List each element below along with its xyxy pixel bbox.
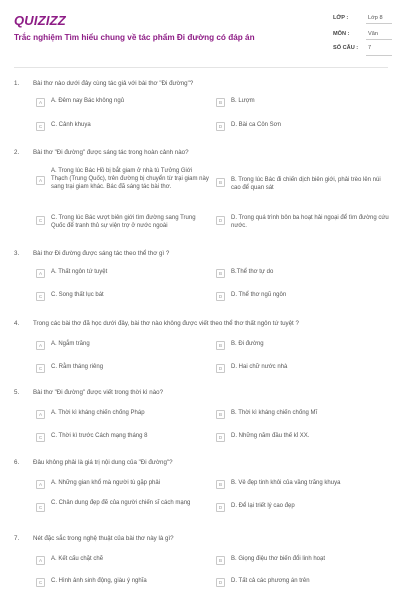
option-letter-badge: C (36, 292, 45, 301)
option-letter-badge: B (216, 556, 225, 565)
option-letter-badge: D (216, 122, 225, 131)
option-text: A. Ngắm trăng (51, 341, 90, 347)
option-text: C. Rằm tháng riêng (51, 364, 104, 370)
option-letter-badge: D (216, 216, 225, 225)
option-text: A. Thất ngôn tứ tuyệt (51, 269, 108, 275)
option-letter-badge: C (36, 364, 45, 373)
option-text: D. Tất cả các phương án trên (231, 578, 310, 584)
question-number: 5. (14, 389, 20, 396)
meta-count-label: SỐ CÂU : (333, 45, 359, 51)
option-letter-badge: B (216, 98, 225, 107)
option-letter-badge: A (36, 98, 45, 107)
option-text: B. Giọng điệu thơ biến đổi linh hoạt (231, 556, 325, 562)
meta-grade-value: Lớp 8 (368, 15, 383, 21)
option-text: B. Đi đường (231, 341, 264, 347)
page-title: Trắc nghiệm Tìm hiểu chung về tác phẩm Đi đường có đáp án (14, 33, 255, 42)
option-text: D. Thể thơ ngũ ngôn (231, 292, 287, 298)
option-text: A. Thời kì kháng chiến chống Pháp (51, 410, 145, 416)
option-text: B. Thời kì kháng chiến chống Mĩ (231, 410, 318, 416)
option-letter-badge: C (36, 503, 45, 512)
meta-grade-label: LỚP : (333, 15, 349, 21)
option-text: C. Chân dung đẹp đẽ của người chiến sĩ cách mạng (51, 500, 191, 506)
option-letter-badge: C (36, 216, 45, 225)
question-number: 1. (14, 80, 20, 87)
option-letter-badge: C (36, 433, 45, 442)
option-letter-badge: A (36, 341, 45, 350)
question-text: Đâu không phải là giá trị nội dung của "Đi đường"? (33, 459, 173, 466)
divider (366, 39, 392, 40)
option-text: A. Kết cấu chặt chẽ (51, 556, 104, 562)
question-text: Bài thơ nào dưới đây cùng tác giả với bài thơ "Đi đường"? (33, 80, 194, 87)
option-text: B. Trong lúc Bác đi chiến dịch biên giới, phải trèo lên núi cao để quan sát (231, 177, 381, 191)
option-text: A. Đêm nay Bác không ngủ (51, 98, 125, 104)
meta-subject-value: Văn (368, 31, 378, 37)
option-text: C. Cảnh khuya (51, 122, 91, 128)
option-letter-badge: B (216, 341, 225, 350)
option-text: C. Song thất lục bát (51, 292, 104, 298)
question-text: Bài thơ "Đi đường" được viết trong thời kì nào? (33, 389, 164, 396)
option-text: B. Lượm (231, 98, 255, 104)
header-divider (14, 67, 388, 68)
option-letter-badge: C (36, 122, 45, 131)
option-letter-badge: A (36, 410, 45, 419)
divider (366, 55, 392, 56)
question-number: 2. (14, 149, 20, 156)
option-letter-badge: A (36, 480, 45, 489)
question-number: 7. (14, 535, 20, 542)
quizizz-logo[interactable]: QUIZIZZ (14, 13, 66, 28)
question-text: Trong các bài thơ đã học dưới đây, bài thơ nào không được viết theo thể thơ thất ngôn tứ tuyệt ? (33, 320, 299, 327)
option-letter-badge: B (216, 480, 225, 489)
option-letter-badge: D (216, 578, 225, 587)
divider (366, 23, 392, 24)
option-text: B.Thể thơ tự do (231, 269, 274, 275)
option-text: C. Hình ảnh sinh động, giàu ý nghĩa (51, 578, 147, 584)
option-letter-badge: A (36, 556, 45, 565)
header (0, 0, 400, 68)
option-letter-badge: A (36, 269, 45, 278)
meta-subject-label: MÔN : (333, 31, 350, 37)
option-text: D. Bài ca Côn Sơn (231, 122, 281, 128)
option-letter-badge: D (216, 292, 225, 301)
option-letter-badge: A (36, 176, 45, 185)
option-text: D. Trong quá trình bôn ba hoạt hải ngoại để tìm đường cứu nước. (231, 215, 389, 229)
option-letter-badge: B (216, 269, 225, 278)
option-letter-badge: C (36, 578, 45, 587)
question-number: 6. (14, 459, 20, 466)
option-text: B. Vẻ đẹp tinh khôi của vầng trăng khuya (231, 480, 341, 486)
option-text: A. Trong lúc Bác Hồ bị bắt giam ở nhà tù Tưởng Giới Thạch (Trung Quốc), trên đường bị chuyển từ trại giam này sang trại giam khác. Bác đã sáng tác bài thơ. (51, 168, 209, 190)
question-number: 3. (14, 250, 20, 257)
question-text: Bài thơ Đi đường được sáng tác theo thể thơ gì ? (33, 250, 170, 257)
question-number: 4. (14, 320, 20, 327)
option-text: D. Hai chữ nước nhà (231, 364, 288, 370)
option-letter-badge: D (216, 364, 225, 373)
option-text: D. Để lại triết lý cao đẹp (231, 503, 295, 509)
option-text: D. Những năm đầu thế kỉ XX. (231, 433, 310, 439)
option-letter-badge: D (216, 433, 225, 442)
option-text: C. Thời kì trước Cách mạng tháng 8 (51, 433, 148, 439)
option-letter-badge: D (216, 503, 225, 512)
option-text: C. Trong lúc Bác vượt biên giới tìm đường sang Trung Quốc để tranh thủ sự viện trợ ở nước ngoài (51, 215, 196, 229)
question-text: Nét đặc sắc trong nghệ thuật của bài thơ này là gì? (33, 535, 174, 542)
option-letter-badge: B (216, 178, 225, 187)
question-text: Bài thơ "Đi đường" được sáng tác trong hoàn cảnh nào? (33, 149, 189, 156)
option-letter-badge: B (216, 410, 225, 419)
option-text: A. Những gian khổ mà người tù gặp phải (51, 480, 161, 486)
meta-count-value: 7 (368, 45, 372, 51)
